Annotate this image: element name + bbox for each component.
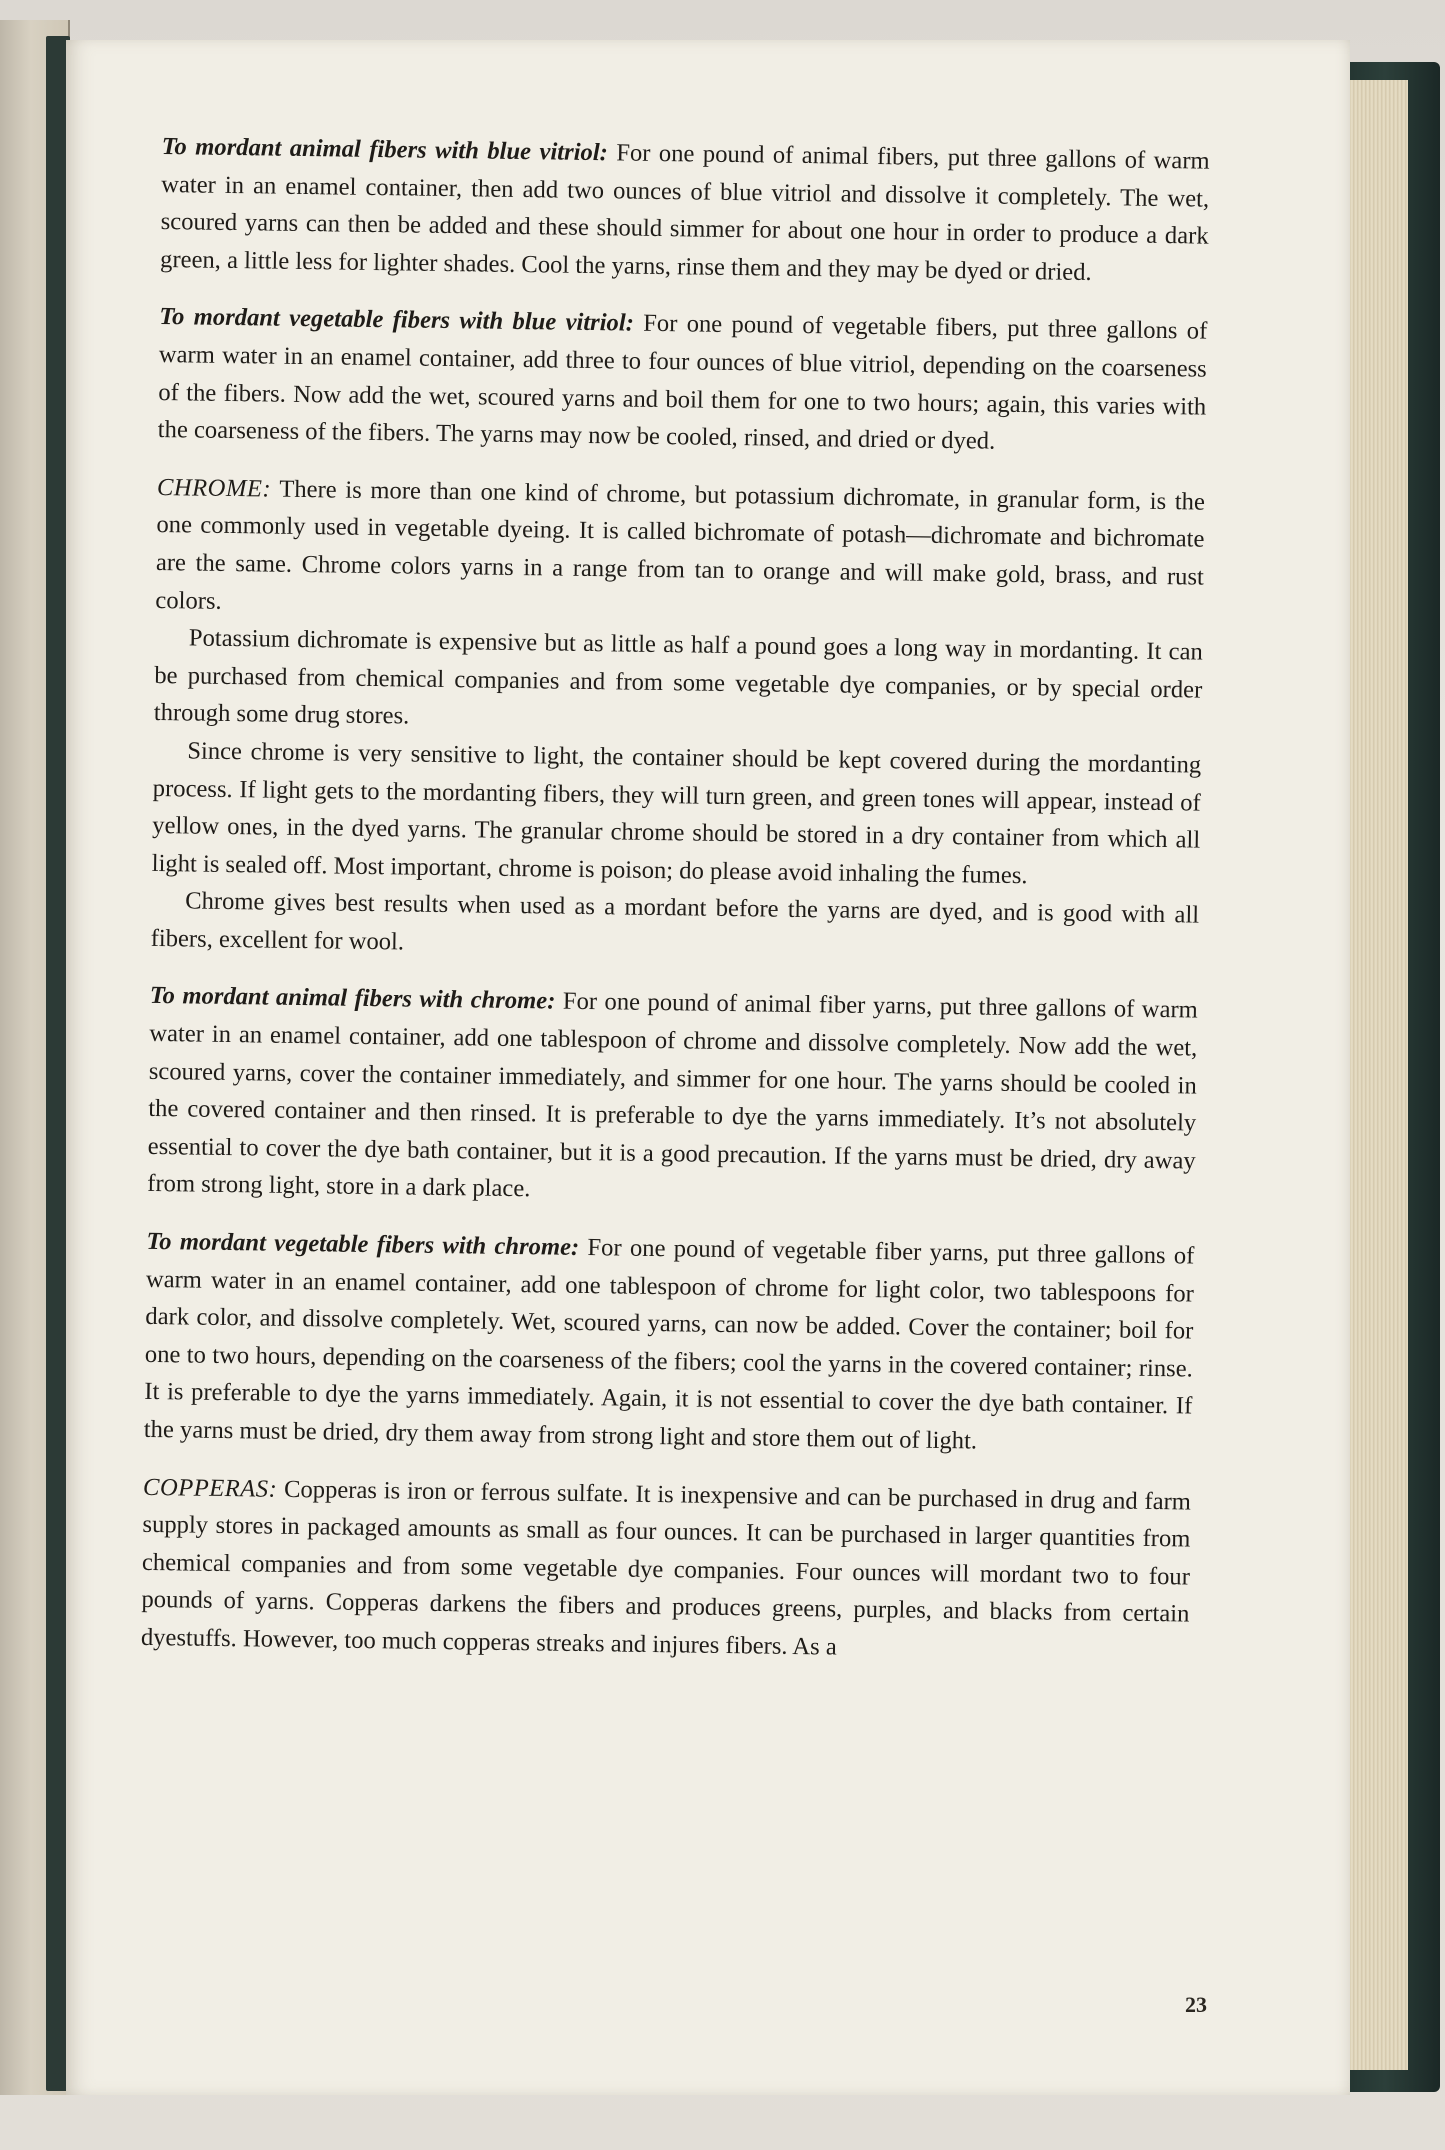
paragraph-blue-vitriol-vegetable — [158, 298, 1208, 463]
paragraph-body: Potassium dichromate is expensive but as little as half a pound goes a long way in mordanting. It can be purchased from chemical companies and from some vegetable dye companies, or by special order through some drug stores. — [153, 624, 1203, 730]
paragraph-lead: To mordant vegetable fibers with chrome: — [146, 1227, 580, 1261]
paragraph-lead: To mordant animal fibers with blue vitriol: — [161, 132, 609, 167]
paragraph-chrome-vegetable — [144, 1223, 1195, 1463]
paragraph-body: For one pound of vegetable fibers, put three gallons of warm water in an enamel container, add three to four ounces of blue vitriol, depending on the coarseness of the fibers. Now add the wet, scoured yarns and boil them for one to two hours; again, this varies with the coarseness of the fibers. The yarns may now be cooled, rinsed, and dried or dyed. — [157, 309, 1208, 455]
paragraph-blue-vitriol-animal — [160, 128, 1210, 293]
page-number: 23 — [1185, 1992, 1207, 2017]
paragraph-body: For one pound of animal fibers, put three gallons of warm water in an enamel container, then add two ounces of blue vitriol and dissolve it completely. The wet, scoured yarns can then be added and these should simmer for about one hour in order to produce a dark green, a little less for lighter shades. Cool the yarns, rinse them and they may be dyed or dried. — [159, 139, 1210, 286]
paragraph-lead: To mordant animal fibers with chrome: — [149, 982, 556, 1016]
paragraph-lead: To mordant vegetable fibers with blue vitriol: — [159, 303, 635, 337]
paragraph-body: Chrome gives best results when used as a mordant before the yarns are dyed, and is good with all fibers, excellent for wool. — [150, 887, 1200, 956]
paragraph-chrome-light — [151, 732, 1201, 897]
paragraph-body: Since chrome is very sensitive to light, the container should be kept covered during the mordanting process. If light gets to the mordanting fibers, they will turn green, and green tones will appear, instead of yellow ones, in the dyed yarns. The granular chrome should be stored in a dry container from which all light is sealed off. Most important, chrome is poison; do please avoid inhaling the fumes. — [151, 737, 1202, 889]
paragraph-chrome-animal — [147, 977, 1198, 1217]
paragraph-body: For one pound of animal fiber yarns, put three gallons of warm water in an enamel container, add one tablespoon of chrome and dissolve completely. Now add the wet, scoured yarns, cover the container immediately, and simmer for one hour. The yarns should be cooled in the covered container and then rinsed. It is preferable to dye the yarns immediately. It’s not absolutely essential to cover the dye bath container, but it is a good precaution. If the yarns must be dried, dry away from strong light, store in a dark place. — [147, 988, 1198, 1203]
paragraph-chrome-cost — [154, 619, 1203, 746]
paragraph-body: For one pound of vegetable fiber yarns, put three gallons of warm water in an enamel container, add one tablespoon of chrome for light color, two tablespoons for dark color, and dissolve completely. Wet, scoured yarns, can now be added. Cover the container; boil for one to two hours, depending on the coarseness of the fibers; cool the yarns in the covered container; rinse. It is preferable to dye the yarns immediately. Again, it is not essential to cover the dye bath container. If the yarns must be dried, dry them away from strong light and store them out of light. — [143, 1233, 1195, 1455]
page-stack-edge — [1345, 80, 1408, 2070]
paragraph-chrome-heading — [155, 469, 1205, 634]
section-heading-chrome: CHROME: — [156, 473, 272, 503]
section-heading-copperas: COPPERAS: — [142, 1473, 278, 1503]
paragraph-copperas — [141, 1468, 1192, 1671]
paragraph-chrome-results — [150, 882, 1199, 972]
page-text — [141, 128, 1210, 1671]
paragraph-body: There is more than one kind of chrome, but potassium dichromate, in granular form, is the one commonly used in vegetable dyeing. It is called bichromate of potash—dichromate and bichromate are the same. Chrome colors yarns in a range from tan to orange and will make gold, brass, and rust colors. — [155, 475, 1206, 615]
paragraph-body: Copperas is iron or ferrous sulfate. It is inexpensive and can be purchased in drug and farm supply stores in packaged amounts as small as four ounces. It can be purchased in larger quantities from chemical companies and from some vegetable dye companies. Four ounces will mordant two to four pounds of yarns. Copperas darkens the fibers and produces greens, purples, and blacks from certain dyestuffs. However, too much copperas streaks and injures fibers. As a — [140, 1475, 1192, 1661]
